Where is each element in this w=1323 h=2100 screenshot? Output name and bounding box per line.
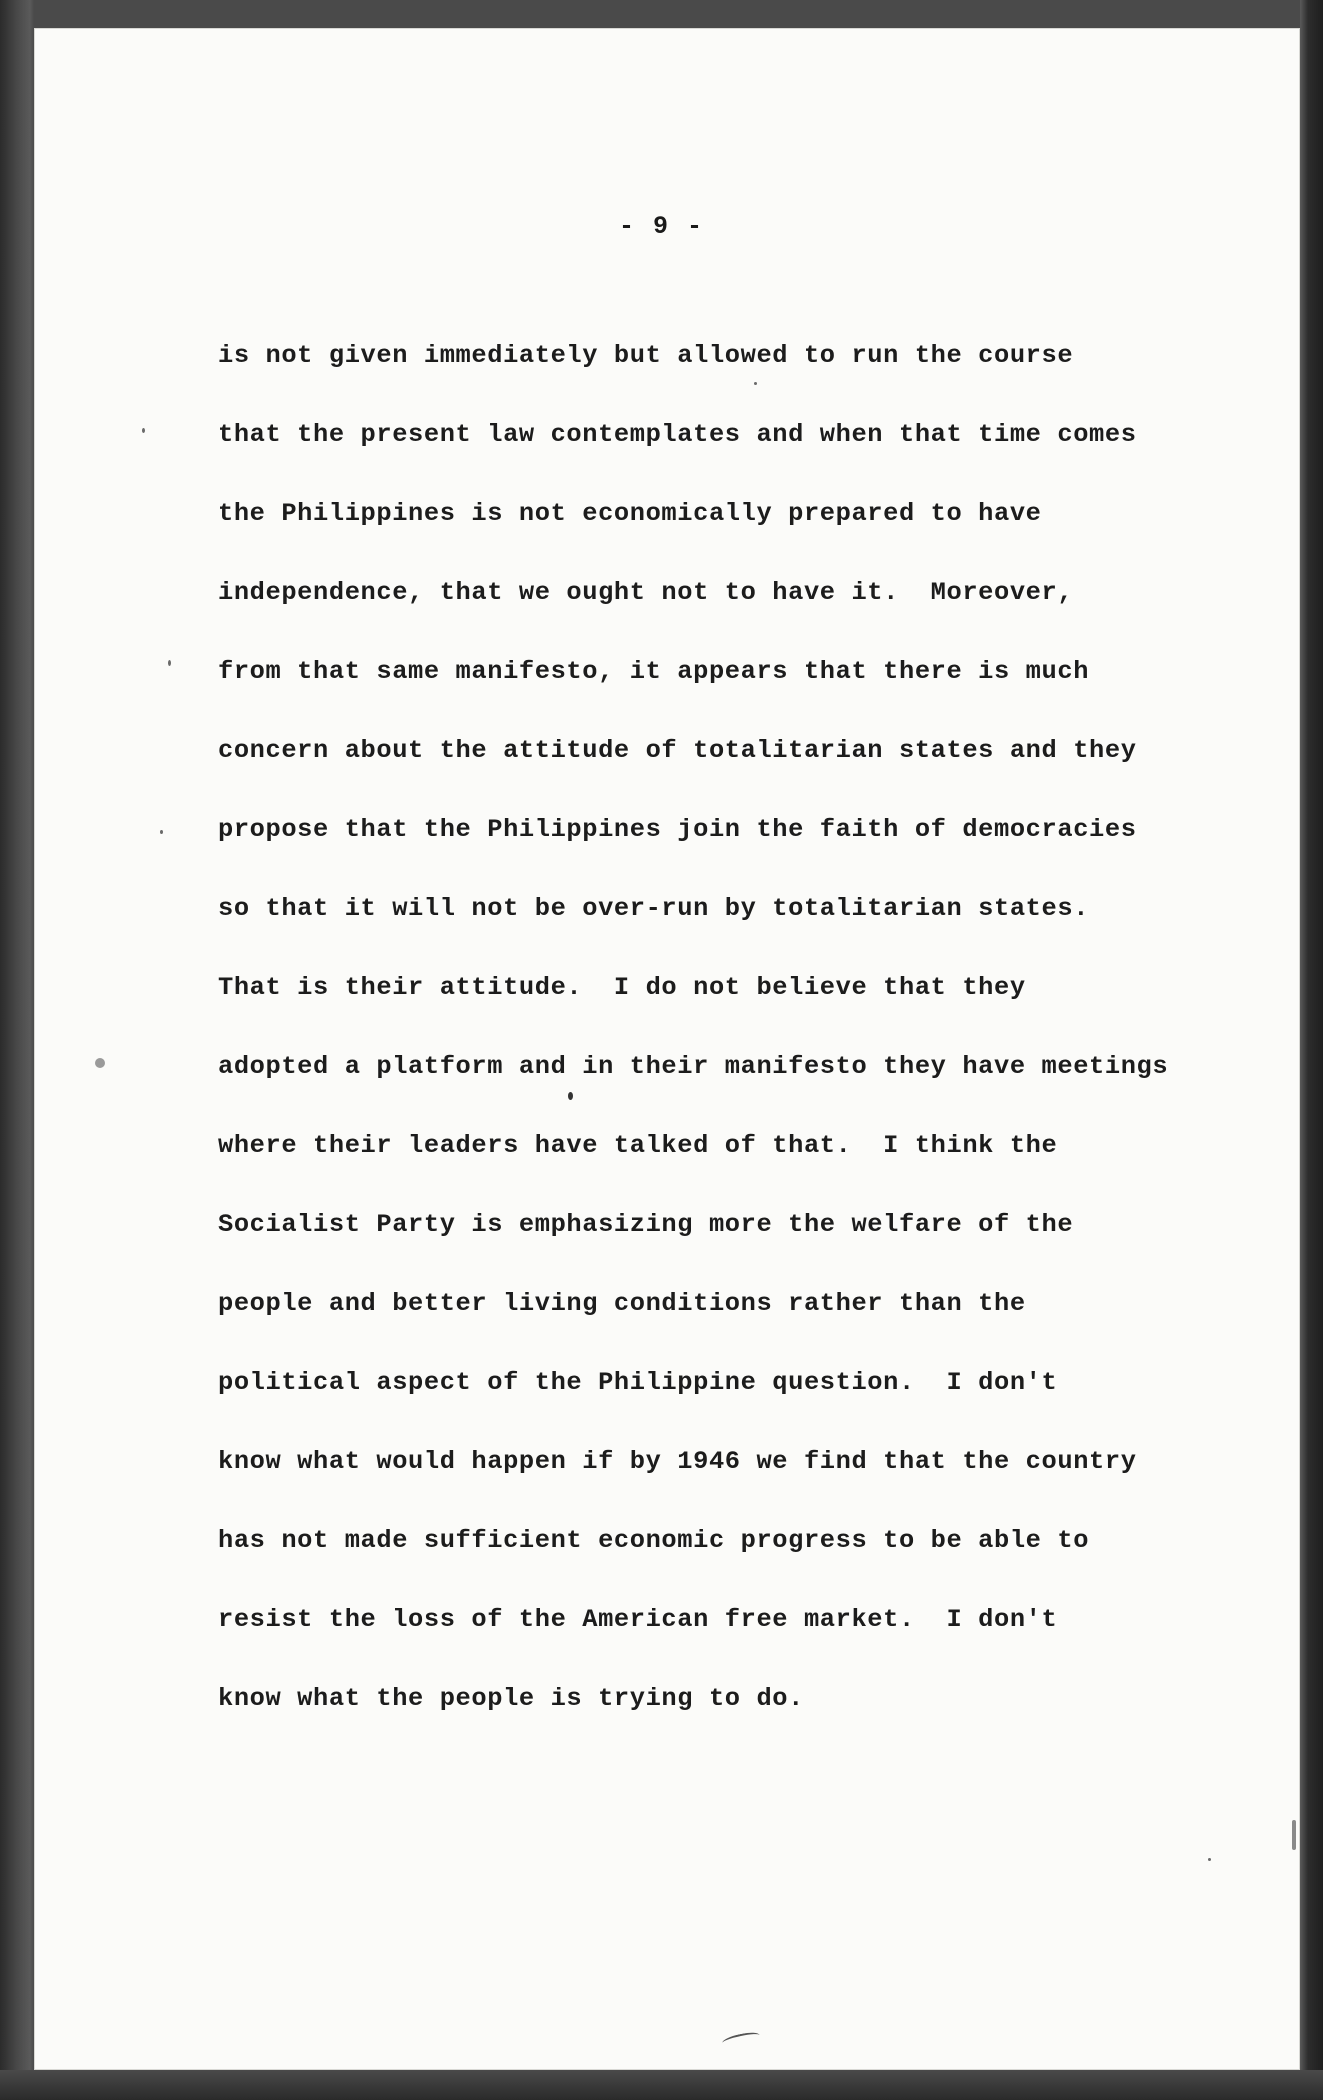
text-line: concern about the attitude of totalitarian states and they — [218, 736, 1137, 765]
text-line: Socialist Party is emphasizing more the welfare of the — [218, 1210, 1074, 1239]
text-line: people and better living conditions rather than the — [218, 1289, 1026, 1318]
scan-speck — [568, 1092, 573, 1100]
page-number: - 9 - — [618, 212, 704, 241]
text-line: where their leaders have talked of that. I think the — [218, 1131, 1058, 1160]
scan-speck — [1292, 1820, 1296, 1850]
text-line: so that it will not be over-run by totalitarian states. — [218, 894, 1090, 923]
text-line: know what would happen if by 1946 we find that the country — [218, 1447, 1137, 1476]
scan-speck — [1208, 1858, 1211, 1861]
scan-speck — [754, 382, 757, 385]
text-line: political aspect of the Philippine question. I don't — [218, 1368, 1058, 1397]
text-line: the Philippines is not economically prepared to have — [218, 499, 1042, 528]
text-line: has not made sufficient economic progress to be able to — [218, 1526, 1090, 1555]
text-line: from that same manifesto, it appears that there is much — [218, 657, 1090, 686]
scan-right-edge — [1300, 0, 1323, 2100]
typewritten-body — [218, 333, 1218, 1755]
text-line: that the present law contemplates and when that time comes — [218, 420, 1137, 449]
text-line: adopted a platform and in their manifesto they have meetings — [218, 1052, 1169, 1081]
text-line: propose that the Philippines join the faith of democracies — [218, 815, 1137, 844]
text-line: That is their attitude. I do not believe that they — [218, 973, 1026, 1002]
scan-speck — [95, 1058, 105, 1068]
text-line: independence, that we ought not to have it. Moreover, — [218, 578, 1074, 607]
scan-bottom-edge — [0, 2070, 1323, 2100]
scan-speck — [142, 428, 145, 433]
scan-speck — [160, 830, 163, 834]
text-line: is not given immediately but allowed to run the course — [218, 341, 1074, 370]
text-line: resist the loss of the American free market. I don't — [218, 1605, 1058, 1634]
scan-speck — [168, 660, 171, 666]
text-line: know what the people is trying to do. — [218, 1684, 804, 1713]
